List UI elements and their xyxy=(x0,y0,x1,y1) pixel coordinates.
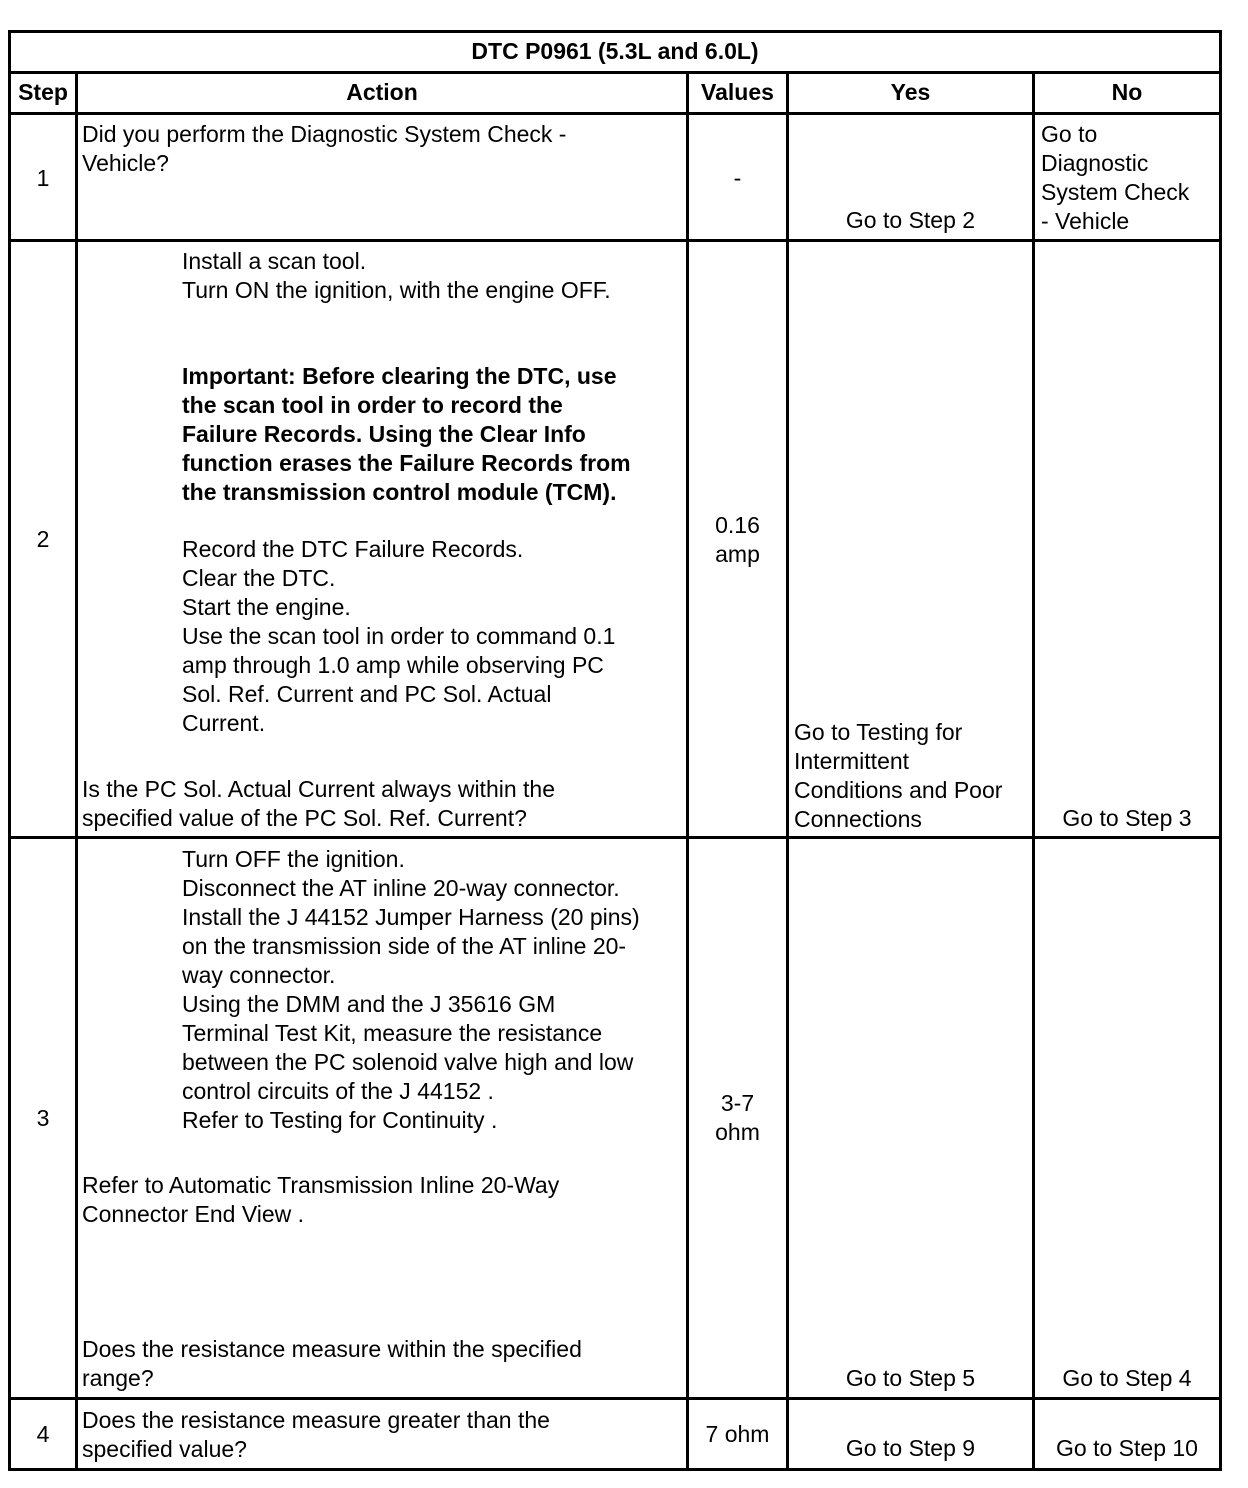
substep-line: Turn OFF the ignition. xyxy=(182,846,405,872)
substep-line: between the PC solenoid valve high and low xyxy=(182,1049,634,1075)
row2-value xyxy=(689,511,786,569)
value-line: 0.16 xyxy=(715,512,760,538)
header-yes: Yes xyxy=(890,79,931,105)
row4-no: Go to Step 10 xyxy=(1056,1435,1198,1461)
rule-header xyxy=(11,112,1219,115)
row3-refer xyxy=(82,1171,682,1229)
row1-yes: Go to Step 2 xyxy=(845,207,976,233)
important-line: the transmission control module (TCM). xyxy=(182,479,617,505)
row4-question xyxy=(82,1406,682,1464)
substep-line: Disconnect the AT inline 20-way connector. xyxy=(182,875,620,901)
row1-action-line: Did you perform the Diagnostic System Check - xyxy=(82,121,567,147)
substep-line: on the transmission side of the AT inline 20- xyxy=(182,933,627,959)
important-line: Failure Records. Using the Clear Info xyxy=(182,421,586,447)
substep-line: way connector. xyxy=(182,962,336,988)
row1-value: - xyxy=(733,165,742,191)
yes-line: Go to Testing for xyxy=(794,719,963,745)
row1-no xyxy=(1041,120,1217,236)
substep-line: Clear the DTC. xyxy=(182,565,336,591)
substep-line: Use the scan tool in order to command 0.1 xyxy=(182,623,616,649)
substep-line: Start the engine. xyxy=(182,594,351,620)
row2-substeps-b xyxy=(182,535,682,738)
header-action: Action xyxy=(346,79,418,105)
row1-no-line: System Check xyxy=(1041,179,1190,205)
row1-no-line: Go to xyxy=(1041,121,1098,147)
question-line: Does the resistance measure within the specified xyxy=(82,1336,582,1362)
row3-value xyxy=(689,1089,786,1147)
refer-line: Connector End View . xyxy=(82,1201,305,1227)
substep-line: Install the J 44152 Jumper Harness (20 pins) xyxy=(182,904,640,930)
substep-line: Install a scan tool. xyxy=(182,248,367,274)
yes-line: Intermittent xyxy=(794,748,910,774)
rule-row1 xyxy=(11,239,1219,242)
substep-line: Refer to Testing for Continuity . xyxy=(182,1107,498,1133)
substep-line: Terminal Test Kit, measure the resistance xyxy=(182,1020,603,1046)
row3-no: Go to Step 4 xyxy=(1062,1365,1192,1391)
rule-title xyxy=(11,71,1219,74)
value-line: ohm xyxy=(715,1119,760,1145)
table-title: DTC P0961 (5.3L and 6.0L) xyxy=(471,38,759,64)
value-line: amp xyxy=(715,541,760,567)
row4-value: 7 ohm xyxy=(705,1421,770,1447)
row1-no-line: Diagnostic xyxy=(1041,150,1149,176)
row2-important-note xyxy=(182,362,682,507)
important-line: Important: Before clearing the DTC, use xyxy=(182,363,617,389)
substep-line: Sol. Ref. Current and PC Sol. Actual xyxy=(182,681,552,707)
refer-line: Refer to Automatic Transmission Inline 20-Way xyxy=(82,1172,560,1198)
rule-row3 xyxy=(11,1397,1219,1400)
yes-line: Connections xyxy=(794,806,922,832)
value-line: 3-7 xyxy=(720,1090,755,1116)
row3-yes: Go to Step 5 xyxy=(845,1365,976,1391)
header-no: No xyxy=(1111,79,1143,105)
substep-line: amp through 1.0 amp while observing PC xyxy=(182,652,604,678)
question-line: specified value? xyxy=(82,1436,247,1462)
yes-line: Conditions and Poor xyxy=(794,777,1003,803)
rule-col-step xyxy=(75,71,78,1468)
question-line: specified value of the PC Sol. Ref. Current? xyxy=(82,805,527,831)
rule-col-values xyxy=(786,71,789,1468)
row1-step: 1 xyxy=(36,165,50,191)
header-step: Step xyxy=(18,79,68,105)
important-line: the scan tool in order to record the xyxy=(182,392,563,418)
question-line: Is the PC Sol. Actual Current always within the xyxy=(82,776,555,802)
row3-question xyxy=(82,1335,682,1393)
row2-substeps-a xyxy=(182,247,682,305)
row1-no-line: - Vehicle xyxy=(1041,208,1130,234)
rule-col-yes xyxy=(1032,71,1035,1468)
substep-line: Record the DTC Failure Records. xyxy=(182,536,524,562)
row4-step: 4 xyxy=(36,1421,50,1447)
row3-step: 3 xyxy=(36,1105,50,1131)
question-line: range? xyxy=(82,1365,154,1391)
substep-line: Current. xyxy=(182,710,266,736)
header-values: Values xyxy=(701,79,774,105)
row3-substeps xyxy=(182,845,682,1135)
rule-row2 xyxy=(11,836,1219,839)
substep-line: Turn ON the ignition, with the engine OFF. xyxy=(182,277,611,303)
substep-line: control circuits of the J 44152 . xyxy=(182,1078,494,1104)
substep-line: Using the DMM and the J 35616 GM xyxy=(182,991,556,1017)
rule-col-action xyxy=(686,71,689,1468)
row2-yes xyxy=(794,718,1030,834)
row1-action-line: Vehicle? xyxy=(82,150,169,176)
row2-question xyxy=(82,775,682,833)
row1-action xyxy=(82,120,682,178)
question-line: Does the resistance measure greater than the xyxy=(82,1407,550,1433)
row2-step: 2 xyxy=(36,526,50,552)
row2-no: Go to Step 3 xyxy=(1062,805,1192,831)
row4-yes: Go to Step 9 xyxy=(845,1435,976,1461)
important-line: function erases the Failure Records from xyxy=(182,450,631,476)
